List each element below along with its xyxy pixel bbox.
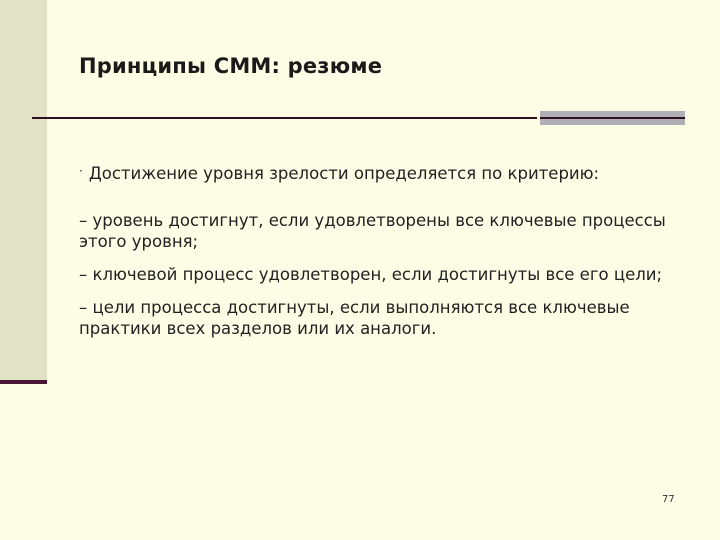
bullet-dot-icon: · — [79, 164, 83, 178]
left-decorative-band — [0, 0, 47, 382]
slide-content — [79, 163, 669, 351]
criterion-item-process: – ключевой процесс удовлетворен, если достигнуты все его цели; — [79, 265, 663, 284]
criterion-item-goals: – цели процесса достигнуты, если выполняются все ключевые практики всех разделов или их аналоги. — [79, 298, 630, 338]
title-underline-rule — [32, 117, 537, 119]
bullet-text: Достижение уровня зрелости определяется по критерию: — [88, 164, 600, 183]
page-number: 77 — [662, 494, 675, 505]
left-band-accent-bar — [0, 380, 47, 384]
bullet-item — [79, 163, 669, 184]
slide-title: Принципы CMM: резюме — [79, 54, 383, 78]
title-accent-block — [540, 111, 685, 125]
criterion-item-level: – уровень достигнут, если удовлетворены все ключевые процессы этого уровня; — [79, 211, 666, 251]
